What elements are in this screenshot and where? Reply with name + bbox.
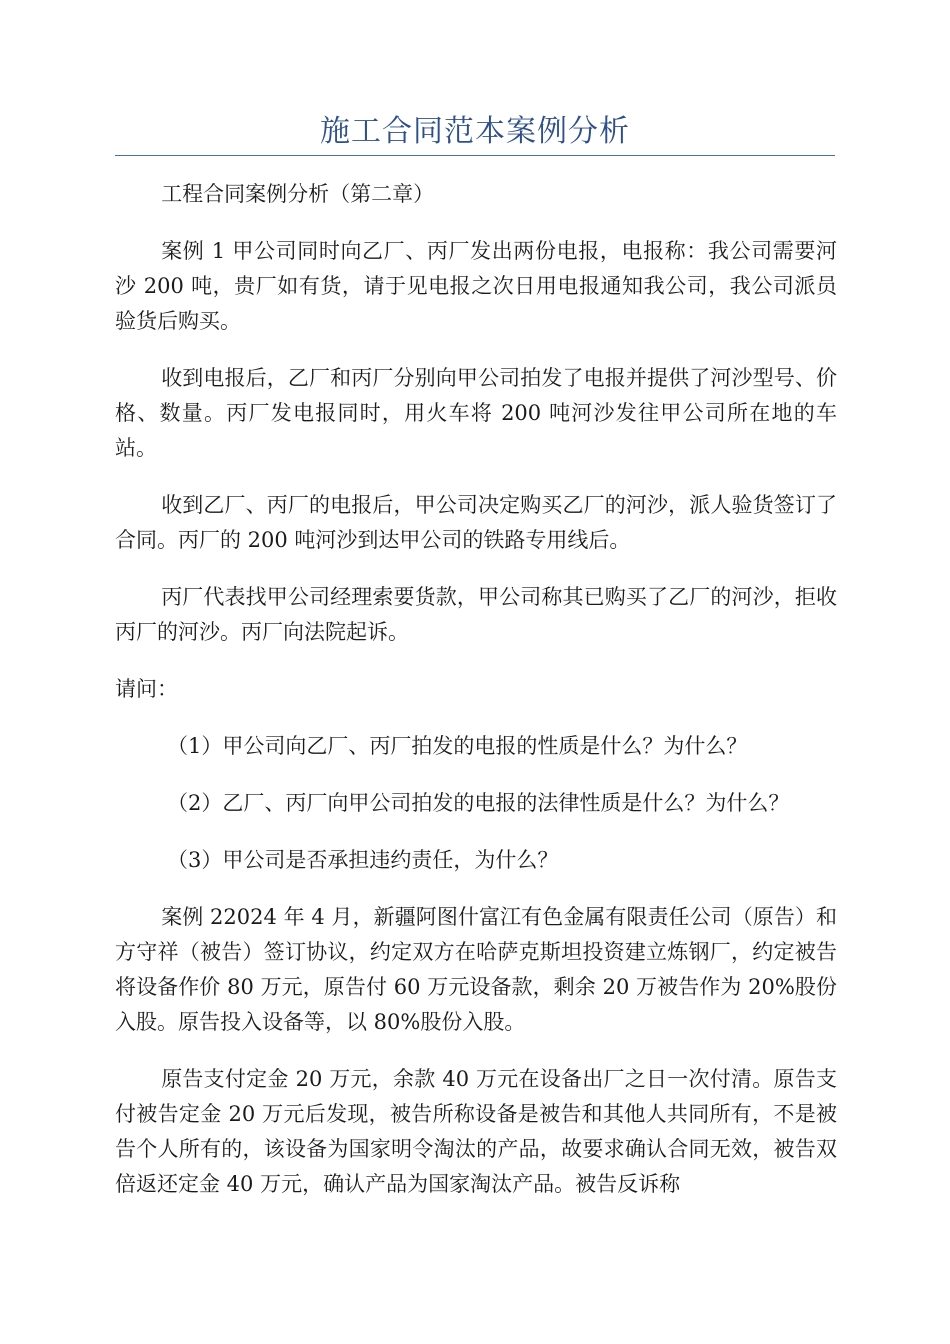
document-body — [115, 177, 837, 1224]
page-title: 施工合同范本案例分析 — [320, 114, 630, 149]
question-item-3: （3）甲公司是否承担违约责任，为什么？ — [167, 848, 559, 872]
title-divider — [115, 155, 835, 156]
case2-paragraph-2: 原告支付定金 20 万元，余款 40 万元在设备出厂之日一次付清。原告支付被告定金 20 万元后发现，被告所称设备是被告和其他人共同所有，不是被告个人所有的，该设备为国家明令淘汰的产品，故要求确认合同无效，被告双倍返还定金 40 万元，确认产品为国家淘汰产品。被告反诉称 — [115, 1067, 837, 1196]
question-label: 请问： — [115, 677, 178, 701]
question-item-1: （1）甲公司向乙厂、丙厂拍发的电报的性质是什么？为什么？ — [167, 734, 748, 758]
case1-paragraph-3: 收到乙厂、丙厂的电报后，甲公司决定购买乙厂的河沙，派人验货签订了合同。丙厂的 200 吨河沙到达甲公司的铁路专用线后。 — [115, 493, 837, 552]
case1-paragraph-4: 丙厂代表找甲公司经理索要货款，甲公司称其已购买了乙厂的河沙，拒收丙厂的河沙。丙厂向法院起诉。 — [115, 585, 837, 644]
case1-paragraph-2: 收到电报后，乙厂和丙厂分别向甲公司拍发了电报并提供了河沙型号、价格、数量。丙厂发电报同时，用火车将 200 吨河沙发往甲公司所在地的车站。 — [115, 366, 837, 460]
case1-paragraph-1: 案例 1 甲公司同时向乙厂、丙厂发出两份电报，电报称：我公司需要河沙 200 吨，贵厂如有货，请于见电报之次日用电报通知我公司，我公司派员验货后购买。 — [115, 239, 837, 333]
question-item-2: （2）乙厂、丙厂向甲公司拍发的电报的法律性质是什么？为什么？ — [167, 791, 790, 815]
case2-paragraph-1: 案例 22024 年 4 月，新疆阿图什富江有色金属有限责任公司（原告）和方守祥（被告）签订协议，约定双方在哈萨克斯坦投资建立炼钢厂，约定被告将设备作价 80 万元，原告付 60 万元设备款，剩余 20 万被告作为 20%股份入股。原告投入设备等，以 80%股份入股。 — [115, 905, 837, 1034]
subtitle: 工程合同案例分析（第二章） — [161, 182, 435, 206]
